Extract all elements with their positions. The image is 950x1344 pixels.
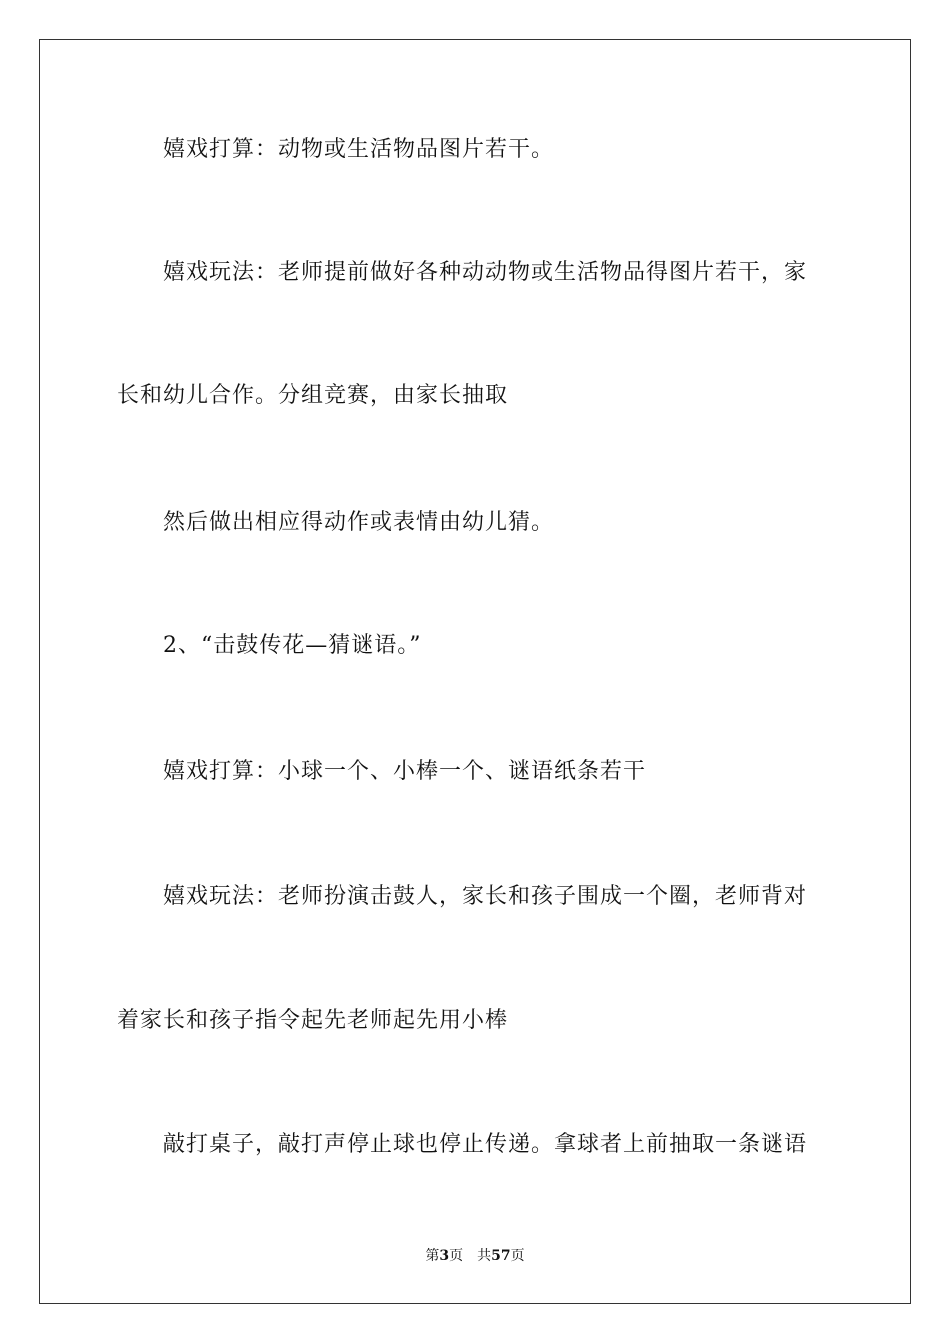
body-line-4: 然后做出相应得动作或表情由幼儿猜。: [163, 510, 555, 535]
body-line-5: 2、“击鼓传花—猜谜语。”: [163, 633, 422, 658]
body-line-2: 嬉戏玩法：老师提前做好各种动动物或生活物品得图片若干，家: [163, 260, 808, 285]
body-line-3: 长和幼儿合作。分组竞赛，由家长抽取: [117, 383, 509, 408]
footer-page-prefix: 第: [425, 1248, 440, 1264]
footer-total-suffix: 页: [510, 1248, 525, 1264]
body-line-6: 嬉戏打算：小球一个、小棒一个、谜语纸条若干: [163, 759, 647, 784]
page-footer: [0, 1246, 950, 1266]
footer-total-prefix: 共: [477, 1248, 492, 1264]
body-line-1: 嬉戏打算：动物或生活物品图片若干。: [163, 137, 555, 162]
footer-page-number: 3: [439, 1248, 450, 1264]
body-line-7: 嬉戏玩法：老师扮演击鼓人，家长和孩子围成一个圈，老师背对: [163, 884, 808, 909]
page-border: [39, 39, 911, 1304]
body-line-8: 着家长和孩子指令起先老师起先用小棒: [117, 1008, 509, 1033]
footer-total-pages: 57: [491, 1248, 511, 1264]
body-line-9: 敲打桌子，敲打声停止球也停止传递。拿球者上前抽取一条谜语: [163, 1132, 808, 1157]
footer-page-suffix: 页: [449, 1248, 464, 1264]
